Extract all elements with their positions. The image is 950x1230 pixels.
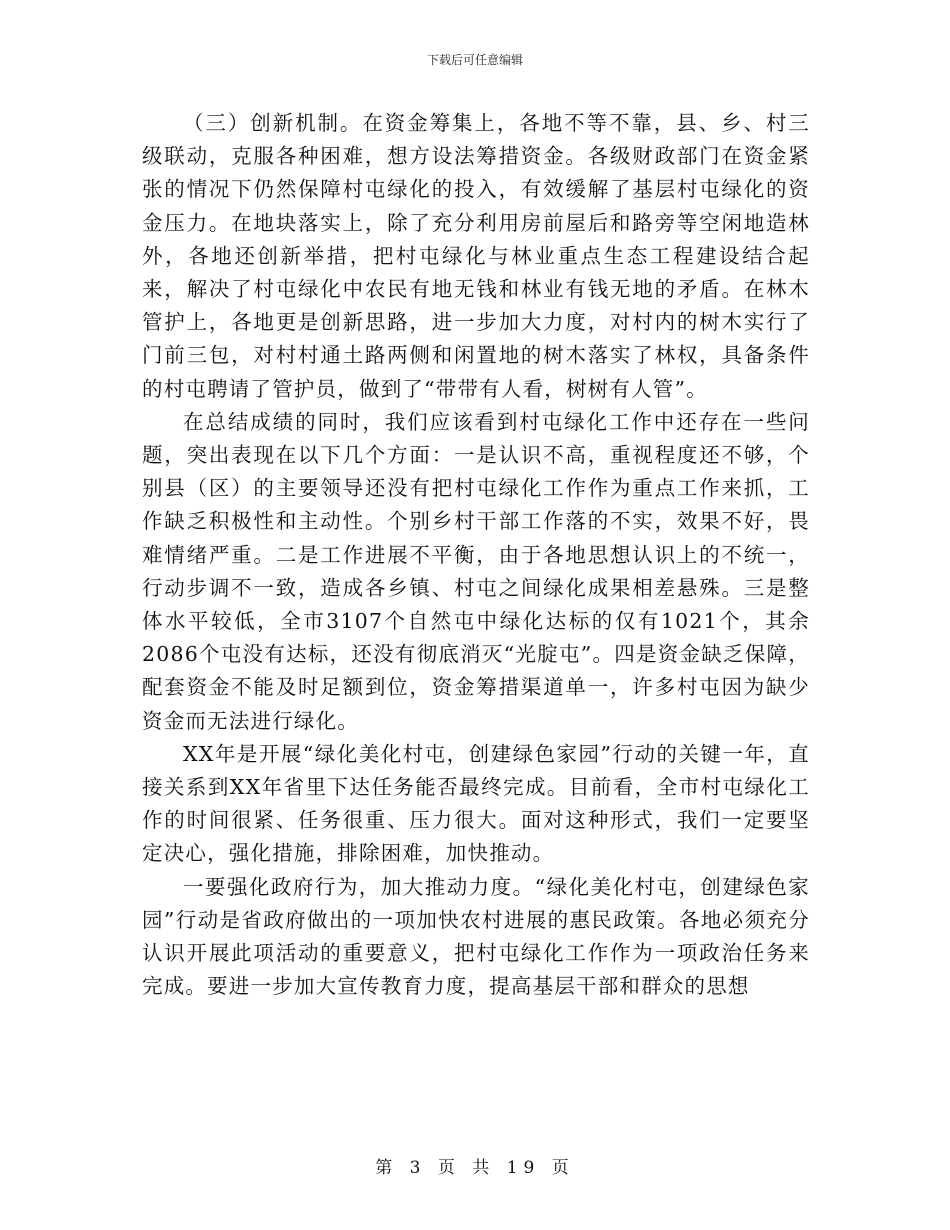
paragraph-innovation-mechanism: （三）创新机制。在资金筹集上，各地不等不靠，县、乡、村三级联动，克服各种困难，想方设法筹措资金。各级财政部门在资金紧张的情况下仍然保障村屯绿化的投入，有效缓解了基层村屯绿化的资金压力。在地块落实上，除了充分利用房前屋后和路旁等空闲地造林外，各地还创新举措，把村屯绿化与林业重点生态工程建设结合起来，解决了村屯绿化中农民有地无钱和林业有钱无地的矛盾。在林木管护上，各地更是创新思路，进一步加大力度，对村内的树木实行了门前三包，对村村通土路两侧和闲置地的树木落实了林权，具备条件的村屯聘请了管护员，做到了“带带有人看，树树有人管”。 xyxy=(142,111,810,401)
page-header: 下载后可任意编辑 xyxy=(426,53,523,67)
page-number-footer: 第 3 页 共 19 页 xyxy=(375,1158,575,1178)
paragraph-existing-problems: 在总结成绩的同时，我们应该看到村屯绿化工作中还存在一些问题，突出表现在以下几个方面：一是认识不高，重视程度还不够，个别县（区）的主要领导还没有把村屯绿化工作作为重点工作来抓，工作缺乏积极性和主动性。个别乡村干部工作落的不实，效果不好，畏难情绪严重。二是工作进展不平衡，由于各地思想认识上的不统一，行动步调不一致，造成各乡镇、村屯之间绿化成果相差悬殊。三是整体水平较低，全市3107个自然屯中绿化达标的仅有1021个，其余2086个屯没有达标，还没有彻底消灭“光腚屯”。四是资金缺乏保障，配套资金不能及时足额到位，资金筹措渠道单一，许多村屯因为缺少资金而无法进行绿化。 xyxy=(142,409,810,733)
paragraph-key-year: XX年是开展“绿化美化村屯，创建绿色家园”行动的关键一年，直接关系到XX年省里下达任务能否最终完成。目前看，全市村屯绿化工作的时间很紧、任务很重、压力很大。面对这种形式，我们一定要坚定决心，强化措施，排除困难，加快推动。 xyxy=(142,741,810,866)
document-body xyxy=(142,107,810,1003)
paragraph-government-action: 一要强化政府行为，加大推动力度。“绿化美化村屯，创建绿色家园”行动是省政府做出的一项加快农村进展的惠民政策。各地必须充分认识开展此项活动的重要意义，把村屯绿化工作作为一项政治任务来完成。要进一步加大宣传教育力度，提高基层干部和群众的思想 xyxy=(142,874,810,999)
